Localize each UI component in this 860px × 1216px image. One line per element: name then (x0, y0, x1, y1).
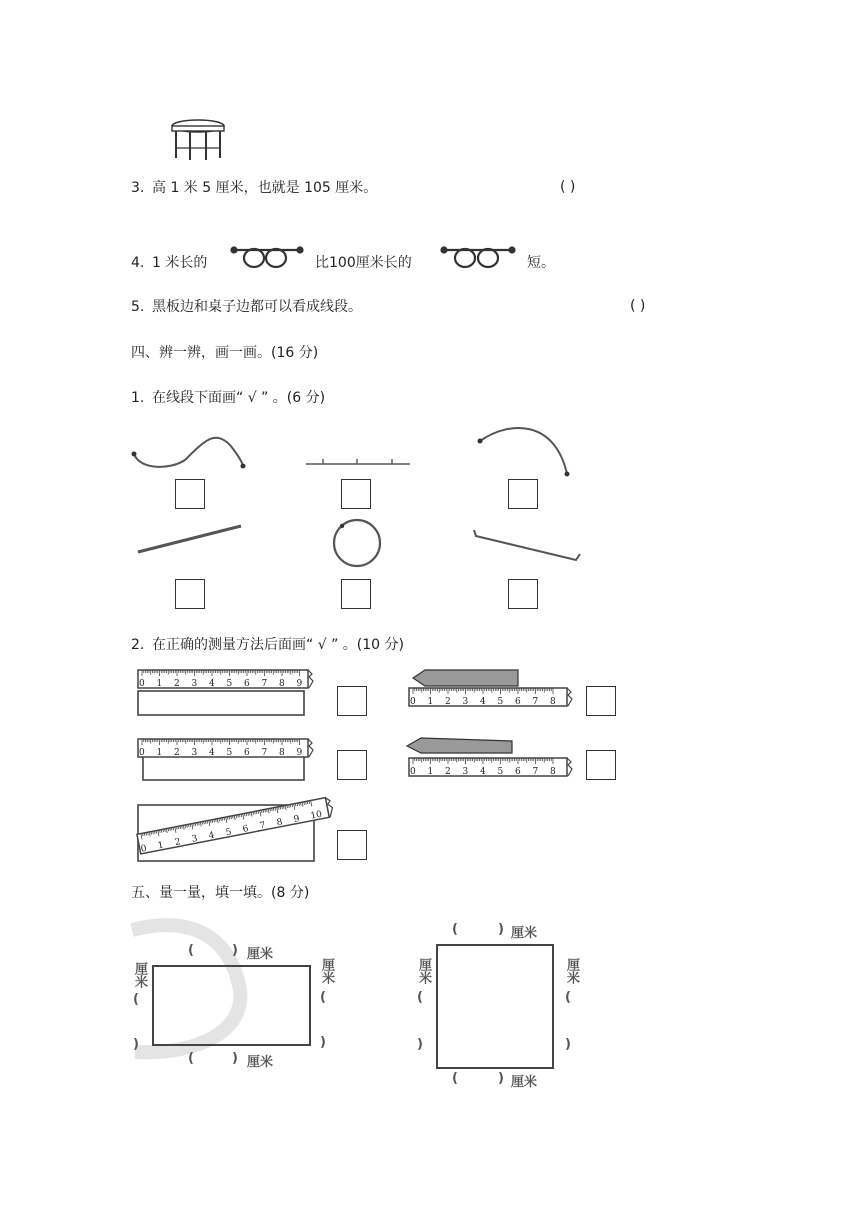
q3-answer-blank[interactable]: ( ) (560, 179, 576, 195)
ruler-2-label: 6 (515, 697, 521, 707)
ruler-5-label: 4 (207, 830, 216, 842)
rect-bottom-open-paren: ( (188, 1051, 194, 1066)
ruler-2-label: 1 (427, 697, 434, 707)
rect-top-open-paren: ( (188, 943, 194, 958)
square-right-close-paren[interactable]: ) (565, 1037, 571, 1052)
ruler-5-label: 2 (173, 837, 182, 849)
square-left-open-paren: ( (417, 990, 423, 1005)
ruler-2-label: 3 (462, 697, 469, 707)
ruler-4-label: 7 (532, 767, 539, 777)
ruler-2-label: 8 (550, 697, 556, 707)
q5-number: 5. (131, 299, 145, 315)
rect-top-close-paren[interactable]: ) (232, 943, 238, 958)
s4q2-text: 在正确的测量方法后面画“ √ ” 。(10 分) (152, 637, 404, 653)
square-bottom-open-paren: ( (452, 1071, 458, 1086)
ruler-1-label: 3 (191, 679, 198, 689)
rect-left-close-paren[interactable]: ) (133, 1037, 139, 1052)
s4q1-number: 1. (131, 390, 145, 406)
square-top-unit: 厘米 (511, 926, 538, 941)
square-left-unit: 厘米 (416, 958, 431, 984)
ruler-5-label: 3 (190, 833, 199, 845)
q5-text: 黑板边和桌子边都可以看成线段。 (152, 299, 362, 315)
ruler-1-label: 8 (279, 679, 285, 689)
s4q1-text: 在线段下面画“ √ ” 。(6 分) (152, 390, 326, 406)
ruler-4-label: 1 (427, 767, 434, 777)
ruler-5-label: 1 (157, 840, 165, 852)
rect-left-unit: 厘米 (132, 962, 147, 988)
ruler-4-label: 2 (445, 767, 451, 777)
ruler-5-label: 8 (275, 817, 284, 829)
ruler-4-label: 4 (480, 767, 486, 777)
q3-number: 3. (131, 180, 145, 196)
square-figure (437, 945, 553, 1068)
ruler-5-label: 9 (292, 814, 301, 826)
square-top-open-paren: ( (452, 922, 458, 937)
rect-top-unit: 厘米 (247, 947, 274, 962)
q4-text-b: 比100厘米长的 (315, 255, 412, 271)
ruler-4-label: 0 (410, 767, 416, 777)
q4-number: 4. (131, 255, 145, 271)
ruler-3-label: 4 (209, 748, 215, 758)
ruler-2-label: 2 (445, 697, 451, 707)
s4q2-number: 2. (131, 637, 145, 653)
rect-right-unit: 厘米 (319, 958, 334, 984)
ruler-5-label: 5 (224, 827, 233, 839)
rect-left-open-paren: ( (133, 992, 139, 1007)
ruler-3-label: 6 (244, 748, 250, 758)
q5-answer-blank[interactable]: ( ) (630, 298, 646, 314)
ruler-2-label: 5 (497, 697, 504, 707)
ruler-2-label: 7 (532, 697, 539, 707)
ruler-2-label: 4 (480, 697, 486, 707)
section4-title: 四、辨一辨，画一画。(16 分) (131, 345, 319, 361)
ruler-5-label: 7 (258, 820, 267, 832)
ruler-1-label: 1 (156, 679, 163, 689)
square-bottom-unit: 厘米 (511, 1075, 538, 1090)
ruler-5-label: 0 (140, 843, 148, 855)
ruler-1-label: 7 (261, 679, 268, 689)
section5-title: 五、量一量，填一填。(8 分) (131, 885, 310, 901)
rect-bottom-unit: 厘米 (247, 1055, 274, 1070)
ruler-3-label: 5 (226, 748, 233, 758)
ruler-3-label: 3 (191, 748, 198, 758)
ruler-2-label: 0 (410, 697, 416, 707)
ruler-1-label: 9 (296, 679, 303, 689)
q4-text-c: 短。 (527, 255, 555, 271)
watermark-arc (132, 925, 240, 1052)
ruler-4-label: 8 (550, 767, 556, 777)
ruler-1-label: 2 (174, 679, 180, 689)
square-top-close-paren[interactable]: ) (498, 922, 504, 937)
ruler-3-label: 0 (139, 748, 145, 758)
ruler-3-label: 2 (174, 748, 180, 758)
ruler-3-label: 1 (156, 748, 163, 758)
q4-text-a: 1 米长的 (152, 255, 208, 271)
rect-right-open-paren: ( (320, 990, 326, 1005)
rect-bottom-close-paren[interactable]: ) (232, 1051, 238, 1066)
ruler-4-label: 6 (515, 767, 521, 777)
ruler-4-label: 5 (497, 767, 504, 777)
ruler-1-label: 0 (139, 679, 145, 689)
ruler-3-label: 8 (279, 748, 285, 758)
ruler-5-label: 6 (241, 824, 250, 835)
square-bottom-close-paren[interactable]: ) (498, 1071, 504, 1086)
ruler-1-label: 6 (244, 679, 250, 689)
square-left-close-paren[interactable]: ) (417, 1037, 423, 1052)
ruler-4-label: 3 (462, 767, 469, 777)
q3-text: 高 1 米 5 厘米，也就是 105 厘米。 (152, 180, 378, 196)
ruler-3-label: 9 (296, 748, 303, 758)
square-right-open-paren: ( (565, 990, 571, 1005)
rect-right-close-paren[interactable]: ) (320, 1035, 326, 1050)
ruler-1-label: 4 (209, 679, 215, 689)
square-right-unit: 厘米 (564, 958, 579, 984)
ruler-5-label: 10 (309, 809, 323, 822)
ruler-3-label: 7 (261, 748, 268, 758)
ruler-1-label: 5 (226, 679, 233, 689)
